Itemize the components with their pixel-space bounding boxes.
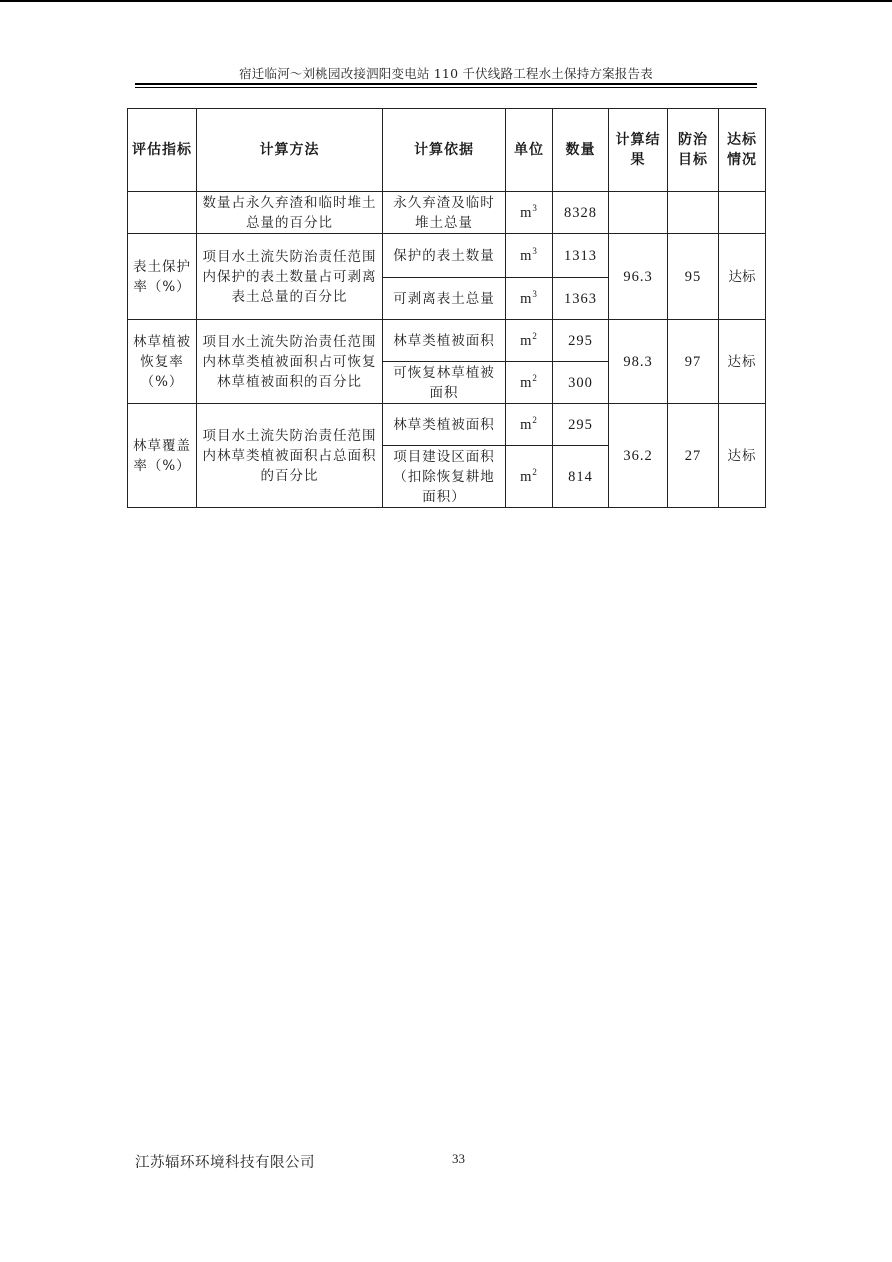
basis-cell: 林草类植被面积 <box>383 404 506 446</box>
footer-company-name: 江苏辐环环境科技有限公司 <box>135 1155 315 1171</box>
quantity-cell: 8328 <box>553 192 609 234</box>
col-header-result: 计算结果 <box>609 109 668 192</box>
method-cell: 项目水土流失防治责任范围内林草类植被面积占可恢复林草植被面积的百分比 <box>197 320 383 404</box>
header-rule <box>135 83 757 85</box>
target-cell <box>668 192 719 234</box>
quantity-cell: 814 <box>553 446 609 508</box>
result-cell: 36.2 <box>609 404 668 508</box>
quantity-cell: 300 <box>553 362 609 404</box>
method-cell: 数量占永久弃渣和临时堆土总量的百分比 <box>197 192 383 234</box>
target-cell: 27 <box>668 404 719 508</box>
index-cell <box>128 192 197 234</box>
method-cell: 项目水土流失防治责任范围内林草类植被面积占总面积的百分比 <box>197 404 383 508</box>
page-number: 33 <box>452 1151 465 1166</box>
basis-cell: 项目建设区面积（扣除恢复耕地面积） <box>383 446 506 508</box>
unit-cell: $m^2$ <box>506 446 553 508</box>
col-header-method: 计算方法 <box>197 109 383 192</box>
col-header-index: 评估指标 <box>128 109 197 192</box>
quantity-cell: 295 <box>553 404 609 446</box>
basis-cell: 可剥离表土总量 <box>383 278 506 320</box>
evaluation-table <box>127 108 766 508</box>
status-cell <box>719 192 766 234</box>
status-cell: 达标 <box>719 404 766 508</box>
status-cell: 达标 <box>719 320 766 404</box>
index-cell: 林草覆盖率（%） <box>128 404 197 508</box>
index-cell: 表土保护率（%） <box>128 234 197 320</box>
top-border-rule <box>0 0 892 2</box>
quantity-cell: 1313 <box>553 234 609 278</box>
unit-cell: $m^2$ <box>506 362 553 404</box>
unit-cell: $m^2$ <box>506 320 553 362</box>
col-header-basis: 计算依据 <box>383 109 506 192</box>
unit-cell: $m^3$ <box>506 278 553 320</box>
table-row <box>128 404 766 446</box>
table-header-row <box>128 109 766 192</box>
col-header-status: 达标情况 <box>719 109 766 192</box>
quantity-cell: 295 <box>553 320 609 362</box>
result-cell: 96.3 <box>609 234 668 320</box>
index-cell: 林草植被恢复率（%） <box>128 320 197 404</box>
unit-cell: $m^3$ <box>506 192 553 234</box>
table-row <box>128 320 766 362</box>
basis-cell: 林草类植被面积 <box>383 320 506 362</box>
basis-cell: 可恢复林草植被面积 <box>383 362 506 404</box>
page-header-title: 宿迁临河～刘桃园改接泗阳变电站 110 千伏线路工程水土保持方案报告表 <box>239 66 653 81</box>
result-cell <box>609 192 668 234</box>
method-cell: 项目水土流失防治责任范围内保护的表土数量占可剥离表土总量的百分比 <box>197 234 383 320</box>
unit-cell: $m^2$ <box>506 404 553 446</box>
target-cell: 97 <box>668 320 719 404</box>
quantity-cell: 1363 <box>553 278 609 320</box>
basis-cell: 保护的表土数量 <box>383 234 506 278</box>
col-header-target: 防治目标 <box>668 109 719 192</box>
result-cell: 98.3 <box>609 320 668 404</box>
status-cell: 达标 <box>719 234 766 320</box>
basis-cell: 永久弃渣及临时堆土总量 <box>383 192 506 234</box>
col-header-unit: 单位 <box>506 109 553 192</box>
target-cell: 95 <box>668 234 719 320</box>
header-rule-thin <box>135 87 757 88</box>
table-row <box>128 234 766 278</box>
table-row <box>128 192 766 234</box>
col-header-quantity: 数量 <box>553 109 609 192</box>
unit-cell: $m^3$ <box>506 234 553 278</box>
